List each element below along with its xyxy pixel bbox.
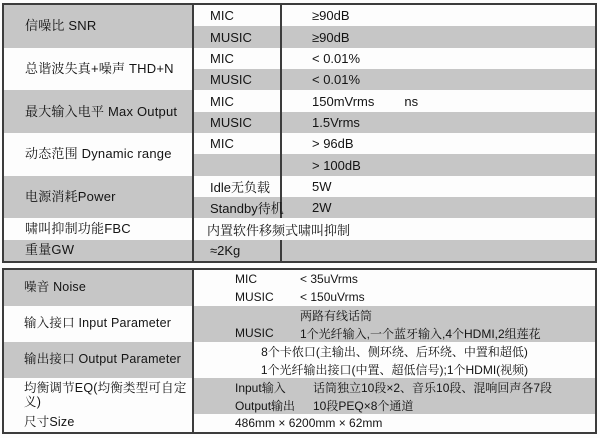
spec-row-noise [4,270,595,306]
value-text: 两路有线话筒 [300,308,373,323]
row-label-snr: 信噪比 SNR [4,5,194,48]
power-idle-line [194,176,595,197]
eq-lines [194,378,595,414]
value-text: 2W [312,200,332,216]
dynamic-range-mic-line [194,133,595,154]
output-line-1 [194,342,595,360]
value-cell [282,72,595,87]
value-text: 486mm × 6200mm × 62mm [235,416,383,430]
channel-label: MUSIC [235,290,274,304]
spec-row-size [4,414,595,432]
power-subrows [194,176,595,219]
eq-output-line [194,396,595,414]
row-label-noise: 噪音 Noise [4,270,194,306]
max-output-music-line [194,112,595,133]
channel-cell: Idle无负载 [194,176,282,197]
noise-music-line [194,288,595,306]
fbc-value-cell: 内置软件移频式啸叫抑制 [194,218,595,239]
value-text: 话筒独立10段×2、音乐10段、混响回声各7段 [313,380,553,395]
row-label-thdn: 总谐波失真+噪声 THD+N [4,48,194,91]
spec-row-fbc [4,218,595,239]
row-label-max-output: 最大输入电平 Max Output [4,90,194,133]
channel-cell: MIC [194,133,282,154]
dynamic-range-subrows [194,133,595,176]
channel-label: MUSIC [235,326,274,340]
value-cell [282,179,595,194]
spec-row-max-output [4,90,595,133]
channel-cell: ≈2Kg [194,240,282,261]
spec-row-eq [4,378,595,414]
value-text: 5W [312,178,332,194]
weight-subrows [194,240,595,261]
max-output-subrows [194,90,595,133]
channel-cell: MUSIC [194,69,282,90]
row-label-size: 尺寸Size [4,414,194,432]
snr-music-line [194,26,595,47]
channel-cell: MIC [194,90,282,111]
channel-cell: MIC [194,5,282,26]
value-text: < 35uVrms [300,272,358,286]
output-lines [194,342,595,378]
spec-row-power [4,176,595,219]
value-extra-text: ns [404,93,419,109]
dynamic-range-second-line [194,154,595,175]
value-cell [282,115,595,130]
value-cell [282,94,595,109]
value-cell [282,200,595,215]
value-text: 8个卡侬口(主输出、侧环绕、后环绕、中置和超低) [261,344,528,359]
channel-cell: MUSIC [194,112,282,133]
size-line [194,414,595,432]
weight-line [194,240,595,261]
channel-cell: Standby待机 [194,197,282,218]
channel-cell [194,154,282,175]
row-label-input: 输入接口 Input Parameter [4,306,194,342]
value-text: < 0.01% [312,72,361,88]
value-cell [282,136,595,151]
channel-cell: MUSIC [194,26,282,47]
spec-table-top [2,3,597,263]
row-label-weight: 重量GW [4,240,194,261]
size-lines [194,414,595,432]
input-mic-line [194,306,595,324]
channel-label: Input输入 [235,380,286,395]
row-label-power: 电源消耗Power [4,176,194,219]
row-label-fbc: 啸叫抑制功能FBC [4,218,194,239]
value-text: ≥90dB [312,8,350,24]
value-text: > 100dB [312,157,361,173]
output-line-2 [194,360,595,378]
channel-label: MIC [235,272,257,286]
value-text: 1.5Vrms [312,114,360,130]
row-label-eq: 均衡调节EQ(均衡类型可自定义) [4,378,194,414]
value-text: 10段PEQ×8个通道 [313,398,414,413]
value-cell [282,30,595,45]
thdn-mic-line [194,48,595,69]
snr-subrows [194,5,595,48]
spec-row-output [4,342,595,378]
max-output-mic-line [194,90,595,111]
value-cell [282,51,595,66]
eq-input-line [194,378,595,396]
noise-lines [194,270,595,306]
spec-row-dynamic-range [4,133,595,176]
row-label-dynamic-range: 动态范围 Dynamic range [4,133,194,176]
snr-mic-line [194,5,595,26]
row-label-output: 输出接口 Output Parameter [4,342,194,378]
value-text: < 150uVrms [300,290,365,304]
value-text: > 96dB [312,136,354,152]
spec-row-weight [4,240,595,261]
thdn-music-line [194,69,595,90]
input-lines [194,306,595,342]
value-text: < 0.01% [312,50,361,66]
spec-row-snr [4,5,595,48]
value-text: ≥90dB [312,29,350,45]
spec-table-bottom [2,268,597,434]
value-text: 1个光纤输出接口(中置、超低信号);1个HDMI(视频) [260,362,529,377]
spec-row-input [4,306,595,342]
value-cell [282,8,595,23]
thdn-subrows [194,48,595,91]
value-cell [282,158,595,173]
input-music-line [194,324,595,342]
noise-mic-line [194,270,595,288]
channel-label: Output输出 [235,398,296,413]
value-text: 150mVrms [312,93,375,109]
value-text: 1个光纤输入,一个蓝牙输入,4个HDMI,2组莲花 [300,326,541,341]
spec-row-thdn [4,48,595,91]
power-standby-line [194,197,595,218]
channel-cell: MIC [194,48,282,69]
